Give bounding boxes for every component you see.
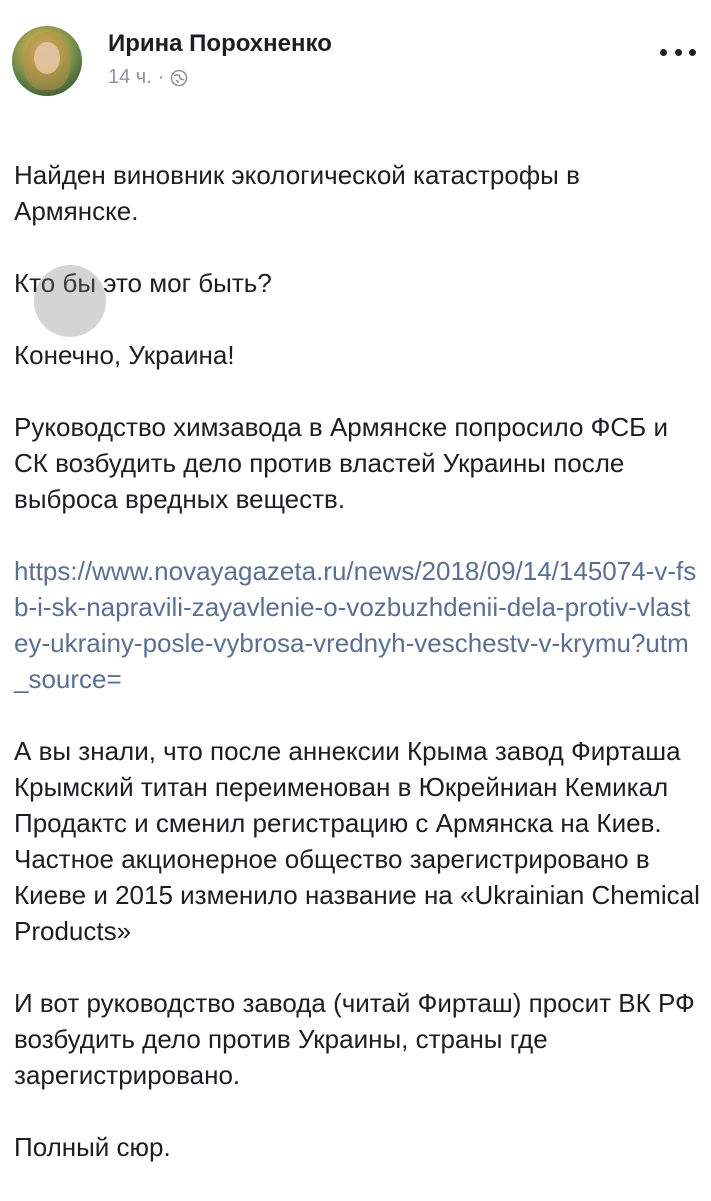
article-link[interactable]: https://www.novayagazeta.ru/news/2018/09/14/145074-v-fsb-i-sk-napravili-zayavlenie-o-vozbuzhdenii-dela-protiv-vlastey-ukrainy-posle-vybrosa-vrednyh-veschestv-v-krymu?utm_source=: [14, 556, 697, 694]
more-dot-icon: [689, 49, 696, 56]
post-paragraph: Полный сюр.: [14, 1132, 171, 1162]
post-paragraph: Конечно, Украина!: [14, 340, 235, 370]
post-header: [12, 26, 702, 96]
post-paragraph: Кто бы это мог быть?: [14, 268, 272, 298]
globe-icon[interactable]: [170, 69, 188, 87]
post-paragraph: А вы знали, что после аннексии Крыма завод Фирташа Крымский титан переименован в Юкрейниан Кемикал Продактс и сменил регистрацию с Армянска на Киев. Частное акционерное общество зарегистрировано в Киеве и 2015 изменило название на «Ukrainian Chemical Products»: [14, 736, 700, 946]
avatar-face: [34, 42, 60, 74]
more-dot-icon: [675, 49, 682, 56]
more-dot-icon: [660, 49, 667, 56]
post-body: [14, 121, 700, 1201]
post-timestamp[interactable]: 14 ч.: [108, 66, 152, 88]
author-name[interactable]: Ирина Порохненко: [108, 30, 332, 57]
meta-separator: ·: [157, 66, 165, 88]
author-avatar[interactable]: [12, 26, 82, 96]
post-paragraph: Руководство химзавода в Армянске попросило ФСБ и СК возбудить дело против властей Украины после выброса вредных веществ.: [14, 412, 668, 514]
touch-indicator: [34, 265, 106, 337]
post-meta: [108, 66, 188, 89]
more-options-button[interactable]: [660, 40, 696, 64]
post-paragraph: Найден виновник экологической катастрофы в Армянске.: [14, 160, 580, 226]
post-paragraph: И вот руководство завода (читай Фирташ) просит ВК РФ возбудить дело против Украины, страны где зарегистрировано.: [14, 988, 695, 1090]
